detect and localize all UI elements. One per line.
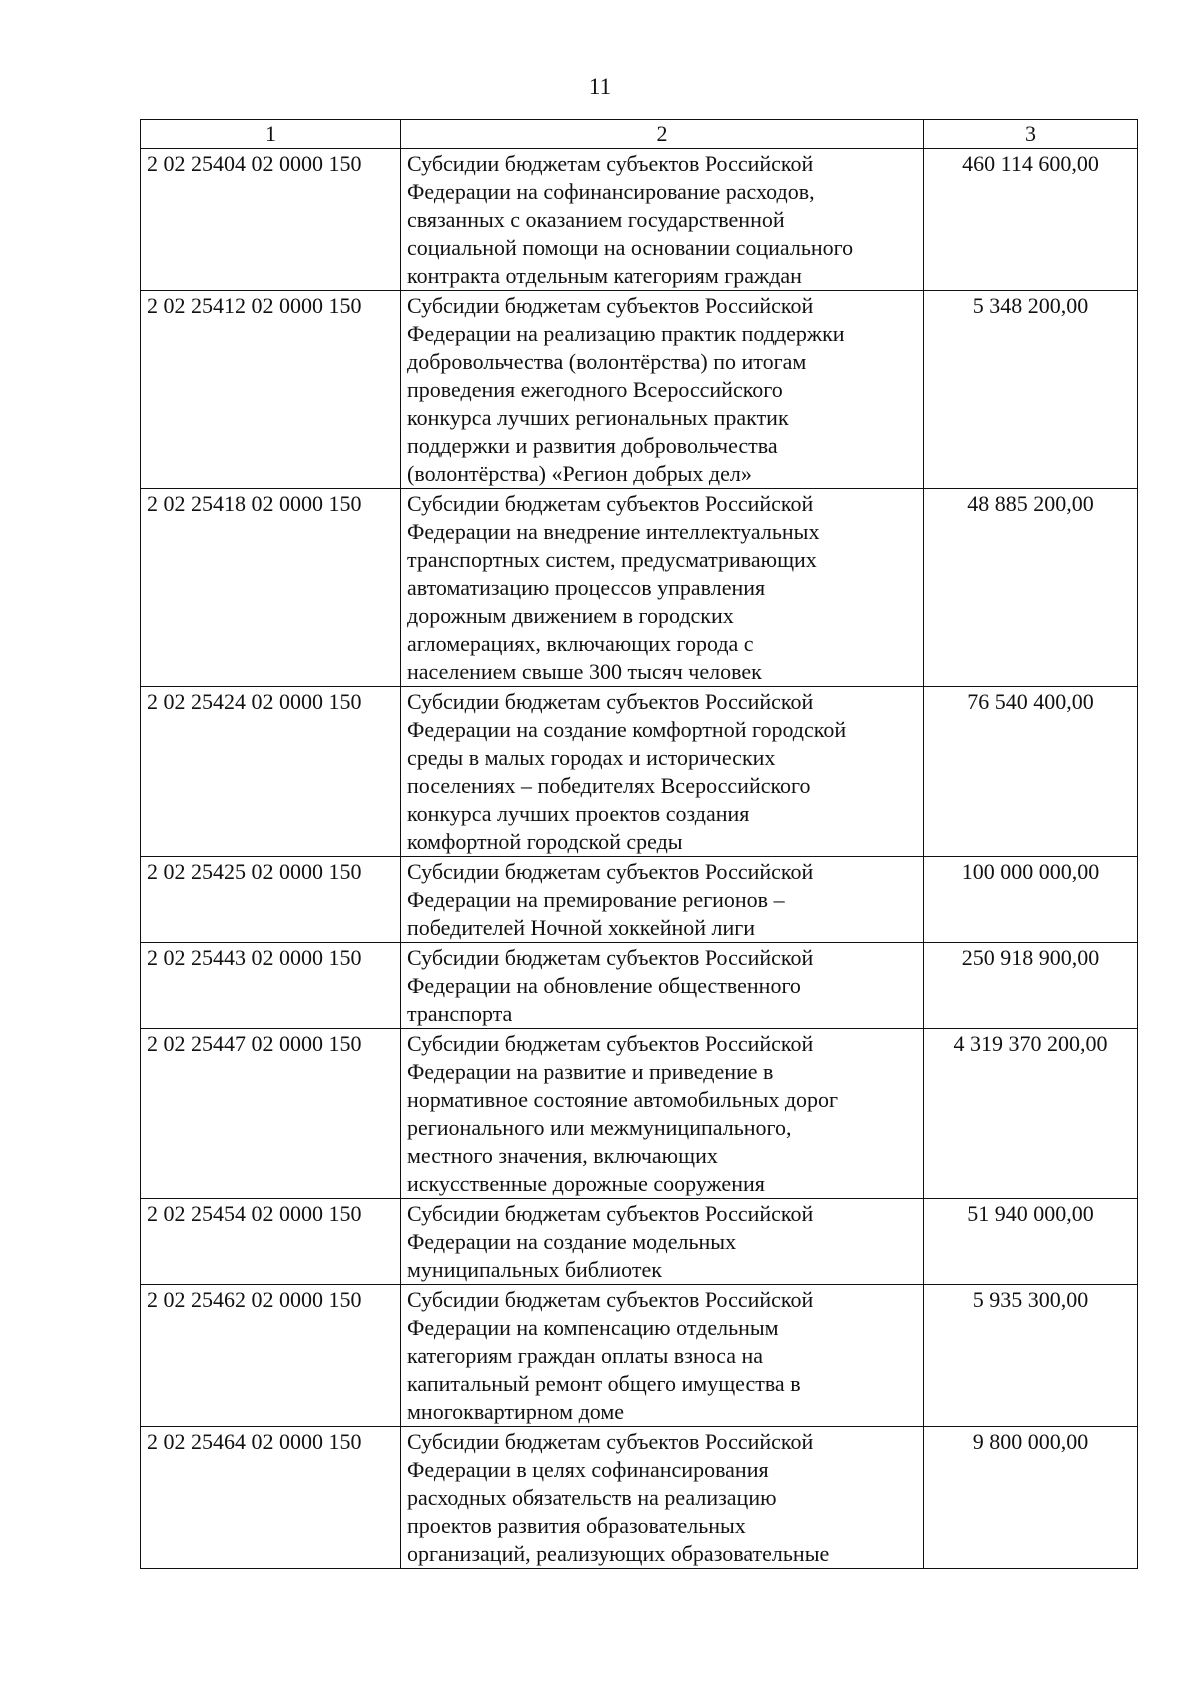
description-line: Субсидии бюджетам субъектов Российской xyxy=(407,1031,814,1056)
description-line: связанных с оказанием государственной xyxy=(407,207,785,232)
amount-value: 4 319 370 200,00 xyxy=(924,1029,1138,1199)
revenue-description xyxy=(401,149,924,291)
description-line: муниципальных библиотек xyxy=(407,1257,662,1282)
description-line: населением свыше 300 тысяч человек xyxy=(407,659,762,684)
description-line: социальной помощи на основании социального xyxy=(407,235,854,260)
description-line: Субсидии бюджетам субъектов Российской xyxy=(407,1429,814,1454)
description-line: (волонтёрства) «Регион добрых дел» xyxy=(407,461,752,486)
revenue-description xyxy=(401,687,924,857)
budget-code: 2 02 25412 02 0000 150 xyxy=(141,291,401,489)
table-row xyxy=(141,1427,1138,1569)
description-line: Федерации на компенсацию отдельным xyxy=(407,1315,779,1340)
description-line: поддержки и развития добровольчества xyxy=(407,433,778,458)
description-line: Субсидии бюджетам субъектов Российской xyxy=(407,1287,814,1312)
revenue-description xyxy=(401,489,924,687)
description-line: Федерации на создание модельных xyxy=(407,1229,737,1254)
description-line: Субсидии бюджетам субъектов Российской xyxy=(407,945,814,970)
table-row xyxy=(141,291,1138,489)
table-row xyxy=(141,687,1138,857)
description-line: конкурса лучших проектов создания xyxy=(407,801,750,826)
budget-code: 2 02 25404 02 0000 150 xyxy=(141,149,401,291)
budget-code: 2 02 25447 02 0000 150 xyxy=(141,1029,401,1199)
revenue-description xyxy=(401,1285,924,1427)
description-line: конкурса лучших региональных практик xyxy=(407,405,789,430)
amount-value: 100 000 000,00 xyxy=(924,857,1138,943)
description-line: победителей Ночной хоккейной лиги xyxy=(407,915,756,940)
revenue-description xyxy=(401,943,924,1029)
description-line: транспортных систем, предусматривающих xyxy=(407,547,817,572)
revenue-description xyxy=(401,1029,924,1199)
table-row xyxy=(141,1199,1138,1285)
description-line: расходных обязательств на реализацию xyxy=(407,1485,777,1510)
column-header-amount: 3 xyxy=(924,120,1138,149)
description-line: искусственные дорожные сооружения xyxy=(407,1171,765,1196)
header-row xyxy=(141,120,1138,149)
amount-value: 51 940 000,00 xyxy=(924,1199,1138,1285)
description-line: Федерации на внедрение интеллектуальных xyxy=(407,519,820,544)
budget-code: 2 02 25464 02 0000 150 xyxy=(141,1427,401,1569)
description-line: Субсидии бюджетам субъектов Российской xyxy=(407,1201,814,1226)
description-line: Федерации на премирование регионов – xyxy=(407,887,785,912)
amount-value: 5 348 200,00 xyxy=(924,291,1138,489)
description-line: Федерации на реализацию практик поддержки xyxy=(407,321,845,346)
table-row xyxy=(141,1029,1138,1199)
description-line: Субсидии бюджетам субъектов Российской xyxy=(407,151,814,176)
revenue-description xyxy=(401,1199,924,1285)
description-line: транспорта xyxy=(407,1001,513,1026)
column-header-code: 1 xyxy=(141,120,401,149)
description-line: Федерации в целях софинансирования xyxy=(407,1457,769,1482)
description-line: Федерации на обновление общественного xyxy=(407,973,801,998)
amount-value: 460 114 600,00 xyxy=(924,149,1138,291)
description-line: среды в малых городах и исторических xyxy=(407,745,776,770)
amount-value: 48 885 200,00 xyxy=(924,489,1138,687)
description-line: Субсидии бюджетам субъектов Российской xyxy=(407,689,814,714)
description-line: Федерации на софинансирование расходов, xyxy=(407,179,815,204)
description-line: Субсидии бюджетам субъектов Российской xyxy=(407,491,814,516)
table-row xyxy=(141,1285,1138,1427)
description-line: добровольчества (волонтёрства) по итогам xyxy=(407,349,807,374)
budget-code: 2 02 25425 02 0000 150 xyxy=(141,857,401,943)
amount-value: 5 935 300,00 xyxy=(924,1285,1138,1427)
amount-value: 250 918 900,00 xyxy=(924,943,1138,1029)
description-line: нормативное состояние автомобильных дорог xyxy=(407,1087,839,1112)
description-line: регионального или межмуниципального, xyxy=(407,1115,792,1140)
description-line: проектов развития образовательных xyxy=(407,1513,746,1538)
table-row xyxy=(141,943,1138,1029)
description-line: комфортной городской среды xyxy=(407,829,683,854)
description-line: Субсидии бюджетам субъектов Российской xyxy=(407,293,814,318)
description-line: автоматизацию процессов управления xyxy=(407,575,766,600)
budget-code: 2 02 25424 02 0000 150 xyxy=(141,687,401,857)
amount-value: 9 800 000,00 xyxy=(924,1427,1138,1569)
page-number: 11 xyxy=(588,74,612,99)
budget-code: 2 02 25462 02 0000 150 xyxy=(141,1285,401,1427)
revenue-description xyxy=(401,291,924,489)
description-line: агломерациях, включающих города с xyxy=(407,631,754,656)
description-line: Федерации на создание комфортной городской xyxy=(407,717,847,742)
description-line: капитальный ремонт общего имущества в xyxy=(407,1371,801,1396)
description-line: проведения ежегодного Всероссийского xyxy=(407,377,783,402)
budget-code: 2 02 25454 02 0000 150 xyxy=(141,1199,401,1285)
table-row xyxy=(141,489,1138,687)
budget-code: 2 02 25418 02 0000 150 xyxy=(141,489,401,687)
description-line: контракта отдельным категориям граждан xyxy=(407,263,802,288)
description-line: Субсидии бюджетам субъектов Российской xyxy=(407,859,814,884)
description-line: Федерации на развитие и приведение в xyxy=(407,1059,774,1084)
description-line: категориям граждан оплаты взноса на xyxy=(407,1343,764,1368)
description-line: местного значения, включающих xyxy=(407,1143,718,1168)
description-line: дорожным движением в городских xyxy=(407,603,734,628)
description-line: многоквартирном доме xyxy=(407,1399,625,1424)
budget-code: 2 02 25443 02 0000 150 xyxy=(141,943,401,1029)
table-row xyxy=(141,149,1138,291)
revenue-description xyxy=(401,857,924,943)
revenue-description xyxy=(401,1427,924,1569)
description-line: поселениях – победителях Всероссийского xyxy=(407,773,811,798)
description-line: организаций, реализующих образовательные xyxy=(407,1541,830,1566)
column-header-description: 2 xyxy=(401,120,924,149)
table-row xyxy=(141,857,1138,943)
amount-value: 76 540 400,00 xyxy=(924,687,1138,857)
budget-revenue-table xyxy=(140,119,1138,1569)
